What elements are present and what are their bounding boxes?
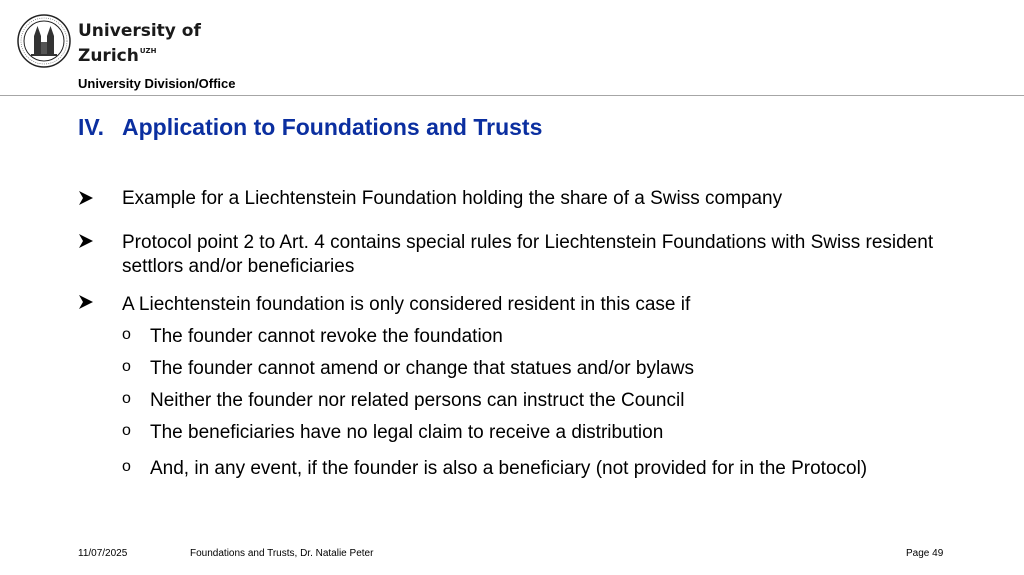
arrow-bullet-icon [78,294,94,310]
sub-bullet-item: The founder cannot revoke the foundation [150,326,503,347]
university-logo-wordmark [78,21,201,66]
logo-sup: UZH [139,47,157,55]
header-divider [0,95,1024,96]
bullet-item: Example for a Liechtenstein Foundation holding the share of a Swiss company [122,188,783,209]
page-number: Page 49 [906,548,944,559]
logo-line-2-text: Zurich [78,46,139,66]
sub-bullet-marker: o [122,326,131,343]
division-label: University Division/Office [78,76,236,91]
section-number: IV. [78,114,105,140]
sub-bullet-marker: o [122,422,131,439]
bullet-item: Protocol point 2 to Art. 4 contains special rules for Liechtenstein Foundations with Swiss resident settlors and/or beneficiaries [122,232,934,277]
sub-bullet-item: And, in any event, if the founder is also a beneficiary (not provided for in the Protocol) [150,458,868,479]
footer-title: Foundations and Trusts, Dr. Natalie Peter [190,548,374,559]
logo-line-2 [78,41,201,66]
university-seal-icon [17,14,71,68]
sub-bullet-marker: o [122,458,131,475]
sub-bullet-item: The beneficiaries have no legal claim to receive a distribution [150,422,664,443]
arrow-bullet-icon [78,190,94,206]
slide-title: Application to Foundations and Trusts [122,114,543,140]
sub-bullet-item: The founder cannot amend or change that statues and/or bylaws [150,358,694,379]
sub-bullet-marker: o [122,358,131,375]
sub-bullet-item: Neither the founder nor related persons can instruct the Council [150,390,685,411]
footer-date: 11/07/2025 [78,548,128,559]
sub-bullet-marker: o [122,390,131,407]
bullet-item: A Liechtenstein foundation is only considered resident in this case if [122,294,691,315]
logo-line-1: University of [78,21,201,41]
arrow-bullet-icon [78,233,94,249]
